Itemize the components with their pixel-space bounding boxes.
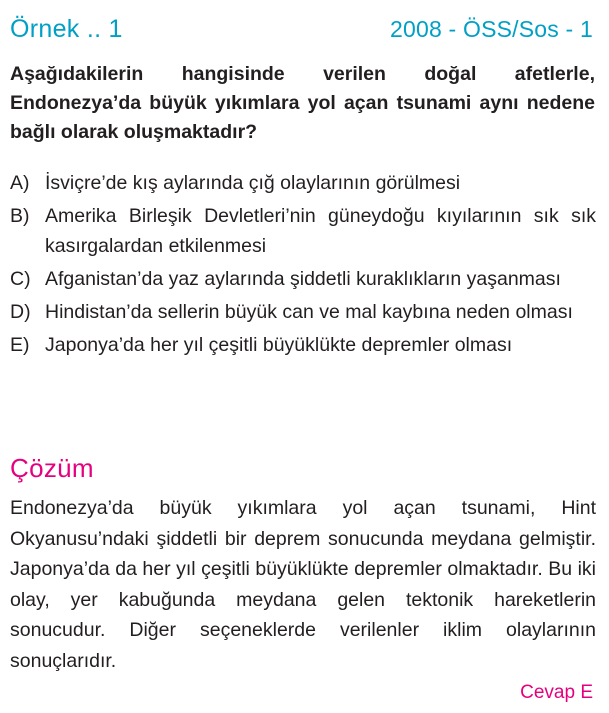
exam-reference: 2008 - ÖSS/Sos - 1 (389, 15, 593, 42)
option-e (10, 330, 596, 360)
solution-body: Endonezya’da büyük yıkımlara yol açan tsunami, Hint Okyanusu’ndaki şiddetli bir deprem sonucunda meydana gelmiştir. Japonya’da da her yıl çeşitli büyüklükte depremler olmaktadır. Bu iki olay, yer kabuğunda meydana gelen tektonik hareketlerin sonucudur. Diğer seçeneklerde verilenler iklim olaylarının sonuçlarıdır. (10, 497, 596, 672)
option-text: Afganistan’da yaz aylarında şiddetli kuraklıkların yaşanması (45, 268, 561, 290)
option-b (10, 201, 596, 261)
header (10, 14, 593, 44)
option-letter: C) (10, 268, 31, 290)
option-letter: E) (10, 334, 30, 356)
question-text: Aşağıdakilerin hangisinde verilen doğal afetlerle, Endonezya’da büyük yıkımlara yol açan tsunami aynı nedene bağlı olarak oluşmaktadır? (10, 63, 595, 143)
option-text: Hindistan’da sellerin büyük can ve mal kaybına neden olması (45, 301, 573, 323)
option-text: Amerika Birleşik Devletleri’nin güneydoğu kıyılarının sık sık kasırgalardan etkilenmesi (45, 205, 596, 257)
option-letter: D) (10, 301, 31, 323)
answer-label: Cevap E (520, 682, 593, 703)
solution-title: Çözüm (10, 453, 94, 483)
example-label: Örnek .. 1 (10, 14, 123, 43)
answer-options (10, 168, 596, 363)
option-letter: A) (10, 172, 30, 194)
option-a (10, 168, 596, 198)
option-d (10, 297, 596, 327)
option-text: Japonya’da her yıl çeşitli büyüklükte depremler olması (45, 334, 513, 356)
option-c (10, 264, 596, 294)
option-text: İsviçre’de kış aylarında çığ olaylarının görülmesi (45, 172, 461, 194)
option-letter: B) (10, 205, 30, 227)
